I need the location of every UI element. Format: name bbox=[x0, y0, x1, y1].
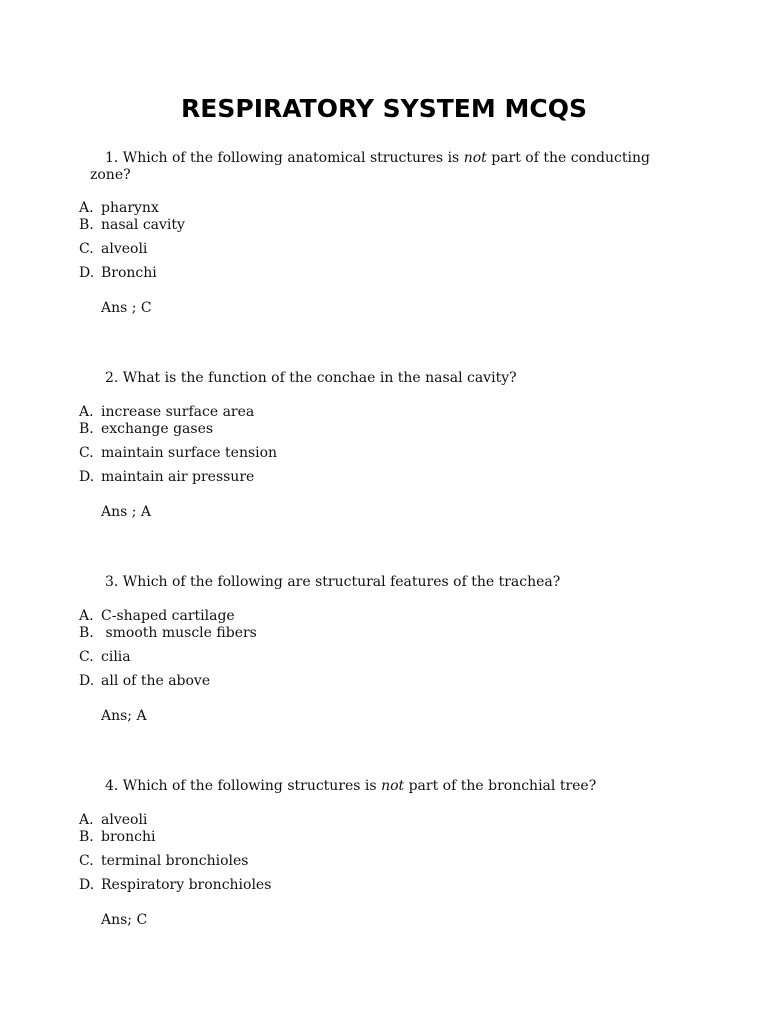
question-text: 4. Which of the following structures is not part of the bronchial tree? bbox=[105, 778, 597, 794]
option-a: A. alveoli bbox=[79, 812, 148, 828]
option-a: A. C-shaped cartilage bbox=[79, 608, 235, 624]
emphasis-text: not bbox=[381, 778, 405, 794]
option-d: D. Bronchi bbox=[79, 265, 157, 281]
option-c: C. cilia bbox=[79, 649, 131, 665]
option-d: D. all of the above bbox=[79, 673, 211, 689]
answer: Ans ; C bbox=[101, 300, 152, 316]
page-title: RESPIRATORY SYSTEM MCQS bbox=[181, 94, 587, 123]
question-text: 3. Which of the following are structural features of the trachea? bbox=[105, 574, 561, 590]
option-c: C. alveoli bbox=[79, 241, 148, 257]
option-b: B. exchange gases bbox=[79, 421, 214, 437]
option-b: B. smooth muscle fibers bbox=[79, 625, 257, 641]
option-a: A. increase surface area bbox=[79, 404, 255, 420]
option-a: A. pharynx bbox=[79, 200, 159, 216]
answer: Ans; A bbox=[101, 708, 147, 724]
option-c: C. terminal bronchioles bbox=[79, 853, 249, 869]
answer: Ans ; A bbox=[101, 504, 152, 520]
emphasis-text: not bbox=[463, 150, 487, 166]
answer: Ans; C bbox=[101, 912, 148, 928]
question-text: 1. Which of the following anatomical structures is not part of the conducting zone? bbox=[90, 150, 650, 183]
option-c: C. maintain surface tension bbox=[79, 445, 278, 461]
option-b: B. nasal cavity bbox=[79, 217, 185, 233]
option-b: B. bronchi bbox=[79, 829, 156, 845]
question-text: 2. What is the function of the conchae in the nasal cavity? bbox=[105, 370, 517, 386]
option-d: D. maintain air pressure bbox=[79, 469, 255, 485]
option-d: D. Respiratory bronchioles bbox=[79, 877, 272, 893]
